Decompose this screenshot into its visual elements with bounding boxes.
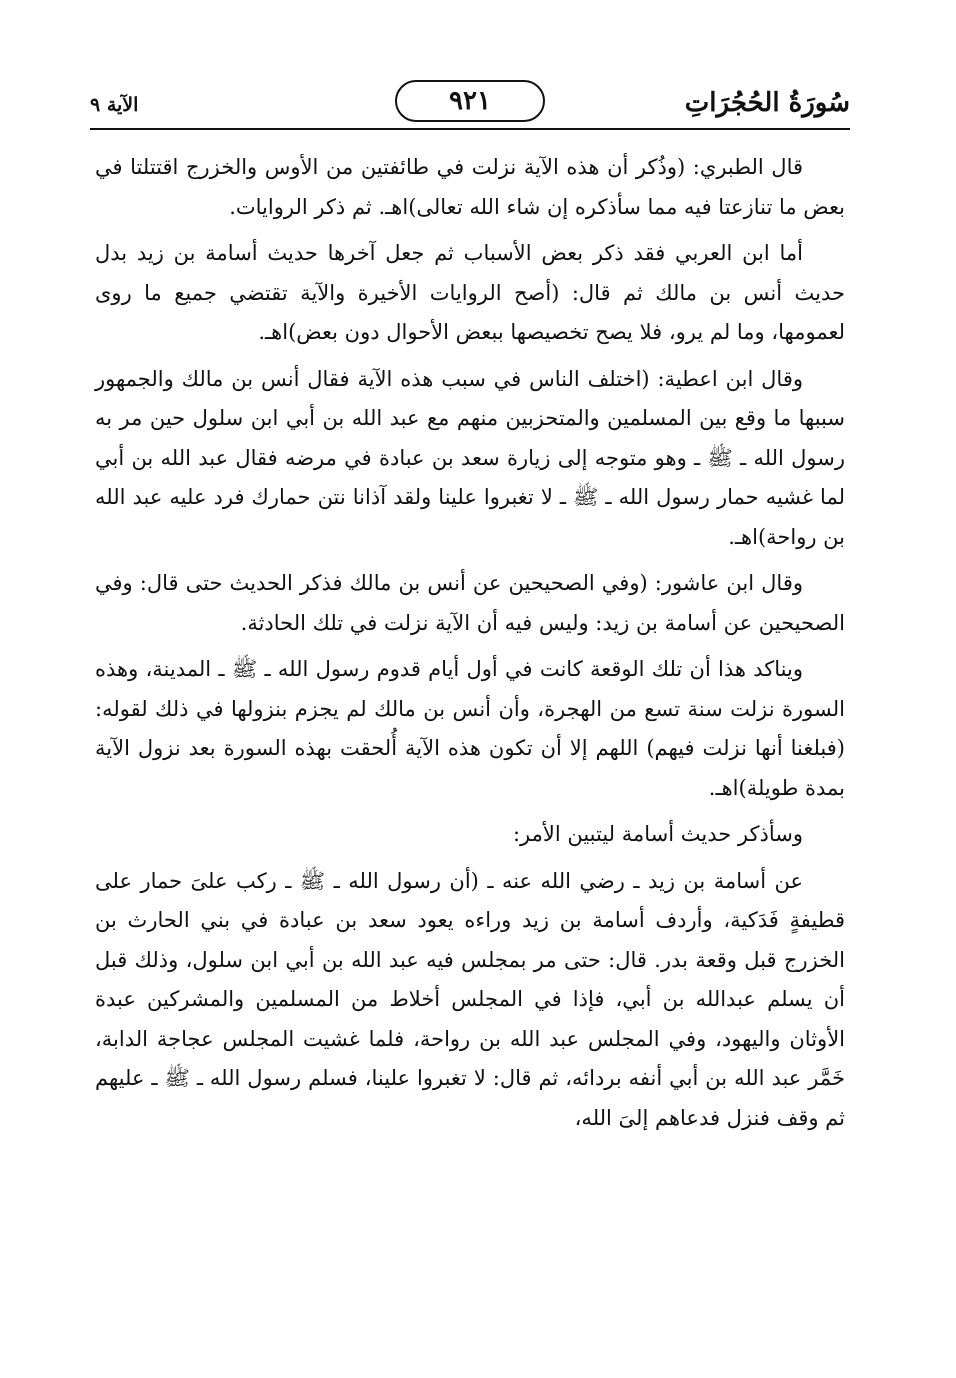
paragraph-ibn-atiyya: وقال ابن اعطية: (اختلف الناس في سبب هذه الآية فقال أنس بن مالك والجمهور سببها ما وقع بين المسلمين والمتحزبين منهم مع عبد الله بن أبي ابن سلول حين مر به رسول الله ـ ﷺ ـ وهو متوجه إلى زيارة سعد بن عبادة في مرضه فقال عبد الله بن أبي لما غشيه حمار رسول الله ـ ﷺ ـ لا تغبروا علينا ولقد آذانا نتن حمارك فرد عليه عبد الله بن رواحة)اهـ. — [95, 366, 845, 549]
paragraph-tabari: قال الطبري: (وذُكر أن هذه الآية نزلت في طائفتين من الأوس والخزرج اقتتلتا في بعض ما تنازعتا فيه مما سأذكره إن شاء الله تعالى)اهـ. ثم ذكر الروايات. — [95, 155, 845, 219]
paragraph-hadith-usama: عن أسامة بن زيد ـ رضي الله عنه ـ (أن رسول الله ـ ﷺ ـ ركب علىَ حمار على قطيفةٍ فَدَكية، وأردف أسامة بن زيد وراءه يعود سعد بن عبادة في بني الحارث بن الخزرج قبل وقعة بدر. قال: حتى مر بمجلس فيه عبد الله بن أبي ابن سلول، وذلك قبل أن يسلم عبدالله بن أبي، فإذا في المجلس أخلاط من المسلمين والمشركين عبدة الأوثان واليهود، وفي المجلس عبد الله بن رواحة، فلما غشيت المجلس عجاجة الدابة، خَمَّر عبد الله بن أبي أنفه بردائه، ثم قال: لا تغبروا علينا، فسلم رسول الله ـ ﷺ ـ عليهم ثم وقف فنزل فدعاهم إلىَ الله، — [95, 868, 845, 1130]
surah-title: سُورَةُ الحُجُرَاتِ — [684, 88, 850, 118]
header-rule — [90, 128, 850, 130]
paragraph-confirmation: ويناكد هذا أن تلك الوقعة كانت في أول أيام قدوم رسول الله ـ ﷺ ـ المدينة، وهذه السورة نزلت سنة تسع من الهجرة، وأن أنس بن مالك لم يجزم بنزولها في ذلك لقوله: (فبلغنا أنها نزلت فيهم) اللهم إلا أن تكون هذه الآية أُلحقت بهذه السورة بعد نزول الآية بمدة طويلة)اهـ. — [95, 657, 845, 800]
paragraph-intro-hadith: وسأذكر حديث أسامة ليتبين الأمر: — [512, 822, 803, 846]
page-number-badge: ٩٢١ — [395, 80, 545, 122]
ayah-label: الآية ٩ — [90, 94, 139, 116]
paragraph-ibn-arabi: أما ابن العربي فقد ذكر بعض الأسباب ثم جعل آخرها حديث أسامة بن زيد بدل حديث أنس بن مالك ثم قال: (أصح الروايات الأخيرة والآية تقتضي جميع ما روى لعمومها، وما لم يرو، فلا يصح تخصيصها ببعض الأحوال دون بعض)اهـ. — [95, 241, 845, 344]
page-header — [90, 80, 850, 130]
body-text — [95, 148, 845, 1145]
paragraph-ibn-ashur: وقال ابن عاشور: (وفي الصحيحين عن أنس بن مالك فذكر الحديث حتى قال: وفي الصحيحين عن أسامة بن زيد: وليس فيه أن الآية نزلت في تلك الحادثة. — [95, 571, 845, 635]
